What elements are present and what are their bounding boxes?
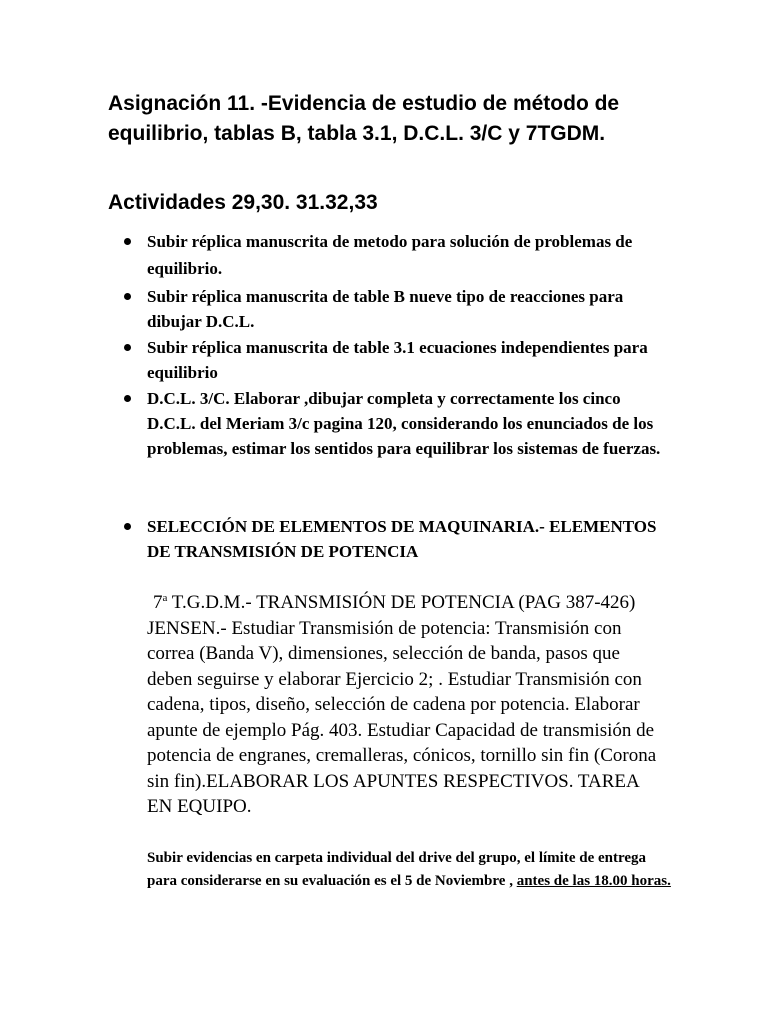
list-item-text: Subir réplica manuscrita de table B nueve tipo de reacciones para dibujar D.C.L. [147,287,624,331]
list-item-text: Subir réplica manuscrita de metodo para solución de problemas de equilibrio. [147,232,633,278]
document-title: Asignación 11. -Evidencia de estudio de método de equilibrio, tablas B, tabla 3.1, D.C.L. 3/C y 7TGDM. [108,92,620,145]
deadline-time: antes de las 18.00 horas. [516,872,671,889]
deadline-note [147,847,672,892]
bullet-icon [124,395,134,405]
tgdm-ordinal-suffix: a [162,592,168,604]
bullet-icon [124,523,134,533]
tgdm-ordinal-number: 7 [153,592,163,613]
activities-heading: Actividades 29,30. 31.32,33 [108,191,378,214]
list-item-text: D.C.L. 3/C. Elaborar ,dibujar completa y correctamente los cinco D.C.L. del Meriam 3/c pagina 120, considerando los enunciados de los problemas, estimar los sentidos para equilibrar los sistemas de fuerzas. [147,389,661,458]
tgdm-text: T.G.D.M.- TRANSMISIÓN DE POTENCIA (PAG 387-426) JENSEN.- Estudiar Transmisión de potencia: Transmisión con correa (Banda V), dimensiones, selección de banda, pasos que deben seguirse y elaborar Ejercicio 2; . Estudiar Transmisión con cadena, tipos, diseño, selección de cadena por potencia. Elaborar apunte de ejemplo Pág. 403. Estudiar Capacidad de transmisión de potencia de engranes, cremalleras, cónicos, tornillo sin fin (Corona sin fin).ELABORAR LOS APUNTES RESPECTIVOS. TAREA EN EQUIPO. [147,592,657,817]
bullet-icon [124,293,134,303]
bullet-icon [124,238,134,248]
tgdm-paragraph [147,590,667,820]
list-item-text: Subir réplica manuscrita de table 3.1 ecuaciones independientes para equilibrio [147,338,648,382]
deadline-text: Subir evidencias en carpeta individual del drive del grupo, el límite de entrega para considerarse en su evaluación es el 5 de Noviembre , [147,850,647,889]
list-item-text: SELECCIÓN DE ELEMENTOS DE MAQUINARIA.- ELEMENTOS DE TRANSMISIÓN DE POTENCIA [147,517,657,561]
bullet-icon [124,344,134,354]
